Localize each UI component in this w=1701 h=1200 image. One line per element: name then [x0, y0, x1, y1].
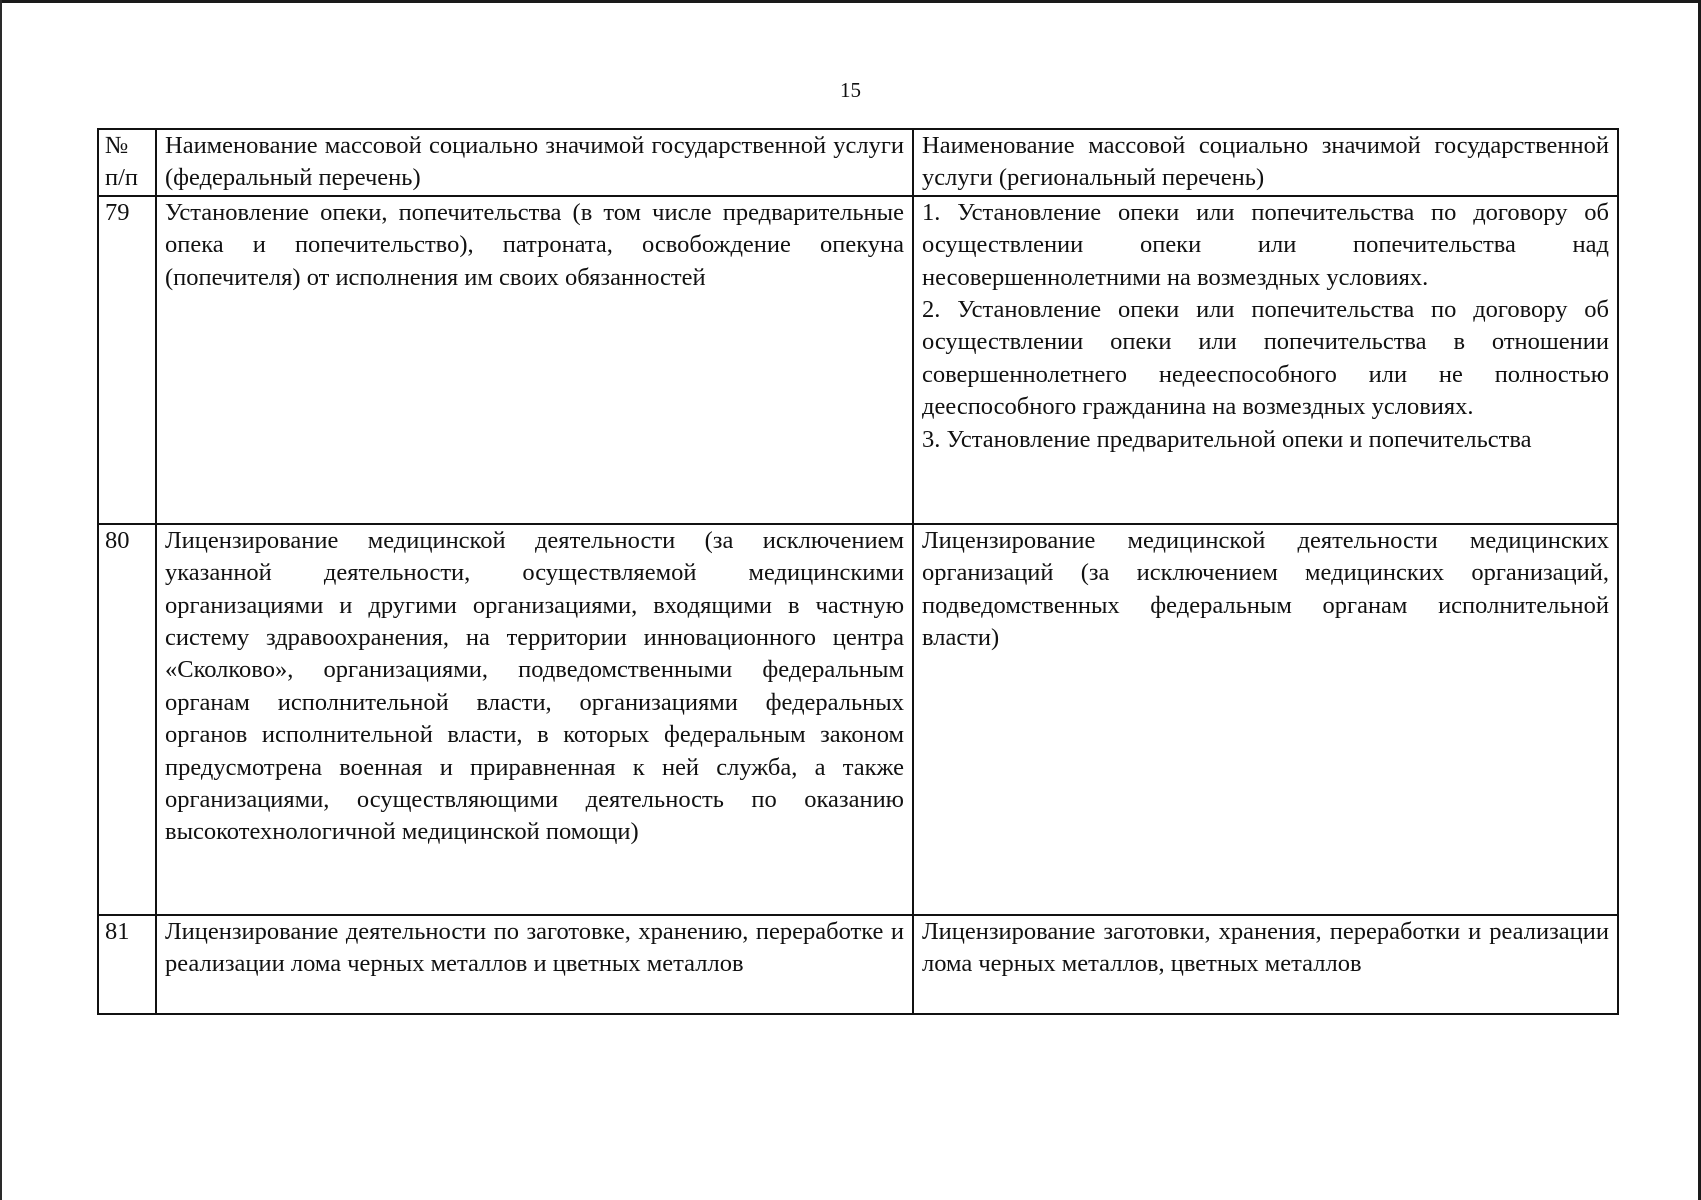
regional-service-item: 1. Установление опеки или попечительства по договору об осуществлении опеки или попечительства над несовершеннолетними на возмездных условиях.: [922, 198, 1609, 291]
regional-service-item: Лицензирование заготовки, хранения, переработки и реализации лома черных металлов, цветных металлов: [922, 917, 1609, 978]
scan-edge-top: [0, 0, 1701, 3]
header-regional-text: Наименование массовой социально значимой государственной услуги (региональный перечень): [922, 132, 1609, 192]
table-header-row: [98, 129, 1618, 196]
table-row: [98, 196, 1618, 524]
row-number-cell: 79: [98, 196, 156, 524]
table-row: [98, 524, 1618, 915]
header-federal-text: Наименование массовой социально значимой государственной услуги (федеральный перечень): [165, 132, 904, 192]
federal-service-text: Лицензирование деятельности по заготовке, хранению, переработке и реализации лома черных металлов и цветных металлов: [165, 917, 904, 978]
header-number-cell: № п/п: [98, 129, 156, 196]
regional-service-cell: [913, 524, 1618, 915]
header-federal-cell: [156, 129, 913, 196]
federal-service-cell: [156, 524, 913, 915]
scan-edge-left: [0, 0, 2, 1200]
regional-service-cell: [913, 196, 1618, 524]
federal-service-cell: [156, 196, 913, 524]
row-number-cell: 80: [98, 524, 156, 915]
federal-service-cell: [156, 915, 913, 1014]
table-row: [98, 915, 1618, 1014]
federal-service-text: Установление опеки, попечительства (в том числе предварительные опека и попечительство), патроната, освобождение опекуна (попечителя) от исполнения им своих обязанностей: [165, 198, 904, 291]
regional-service-item: 3. Установление предварительной опеки и попечительства: [922, 425, 1532, 453]
regional-service-cell: [913, 915, 1618, 1014]
regional-service-item: Лицензирование медицинской деятельности медицинских организаций (за исключением медицинских организаций, подведомственных федеральным органам исполнительной власти): [922, 526, 1609, 652]
federal-service-text: Лицензирование медицинской деятельности (за исключением указанной деятельности, осуществляемой медицинскими организациями и другими организациями, входящими в частную систему здравоохранения, на территории инновационного центра «Сколково», организациями, подведомственными федеральным органам исполнительной власти, организациями федеральных органов исполнительной власти, в которых федеральным законом предусмотрена военная и приравненная к ней служба, а также организациями, осуществляющими деятельность по оказанию высокотехнологичной медицинской помощи): [165, 526, 904, 846]
header-regional-cell: [913, 129, 1618, 196]
row-number-cell: 81: [98, 915, 156, 1014]
page-number: 15: [840, 78, 861, 102]
services-table: [97, 128, 1619, 1015]
regional-service-item: 2. Установление опеки или попечительства по договору об осуществлении опеки или попечительства в отношении совершеннолетнего недееспособного или не полностью дееспособного гражданина на возмездных условиях.: [922, 296, 1609, 421]
